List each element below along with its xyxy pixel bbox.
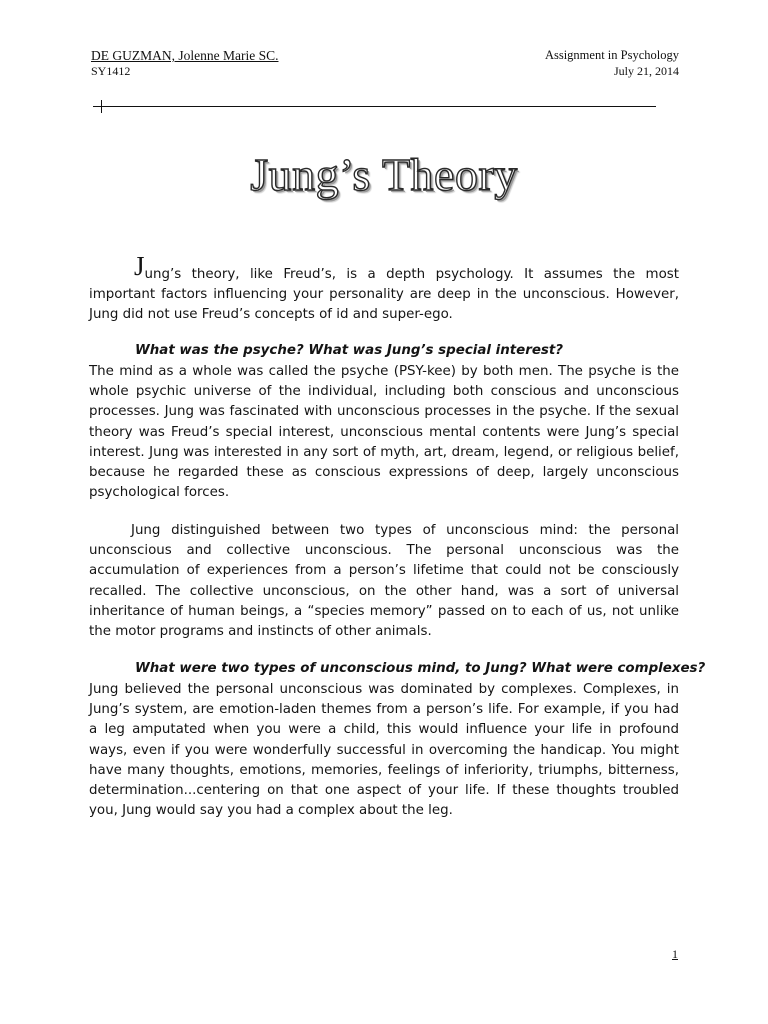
author-name: DE GUZMAN, Jolenne Marie SC. bbox=[91, 48, 279, 63]
answer-paragraph-1: The mind as a whole was called the psyche (PSY-kee) by both men. The psyche is the whole psychic universe of the individual, including both conscious and unconscious processes. Jung was fascinated with unconscious processes in the psyche. If the sexual theory was Freud’s special interest, unconscious mental contents were Jung’s special interest. Jung was interested in any sort of myth, art, dream, legend, or religious belief, because he regarded these as conscious expressions of deep, largely unconscious psychological forces. bbox=[89, 364, 679, 501]
assignment-date: July 21, 2014 bbox=[613, 64, 679, 78]
question-heading-2: What were two types of unconscious mind, to Jung? What were complexes? bbox=[135, 661, 706, 676]
followup-paragraph bbox=[89, 521, 679, 642]
intro-paragraph bbox=[89, 251, 679, 326]
followup-text: Jung distinguished between two types of unconscious mind: the personal unconscious and collective unconscious. The personal unconscious was the accumulation of experiences from a person’s lifetime that could not be consciously recalled. The collective unconscious, on the other hand, was a sort of universal inheritance of human beings, a “species memory” passed on to each of us, not unlike the motor programs and instincts of other animals. bbox=[89, 523, 679, 640]
answer-paragraph-2: Jung believed the personal unconscious was dominated by complexes. Complexes, in Jung’s system, are emotion-laden themes from a person’s life. For example, if you had a leg amputated when you were a child, this would influence your life in profound ways, even if you were wonderfully successful in overcoming the handicap. You might have many thoughts, emotions, memories, feelings of inferiority, triumphs, bitterness, determination...centering on that one aspect of your life. If these thoughts troubled you, Jung would say you had a complex about the leg. bbox=[89, 682, 679, 819]
intro-text: ung’s theory, like Freud’s, is a depth psychology. It assumes the most important factors influencing your personality are deep in the unconscious. However, Jung did not use Freud’s concepts of id and super-ego. bbox=[89, 267, 679, 323]
assignment-label: Assignment in Psychology bbox=[544, 48, 679, 62]
section-code: SY1412 bbox=[91, 64, 131, 78]
question-heading-1: What was the psyche? What was Jung’s special interest? bbox=[135, 343, 564, 358]
drop-cap: J bbox=[134, 251, 145, 281]
header-rule bbox=[93, 106, 656, 107]
page-number: 1 bbox=[672, 947, 678, 961]
header-rule-tick bbox=[101, 100, 102, 113]
page-title: Jung’s Theory bbox=[250, 149, 518, 200]
